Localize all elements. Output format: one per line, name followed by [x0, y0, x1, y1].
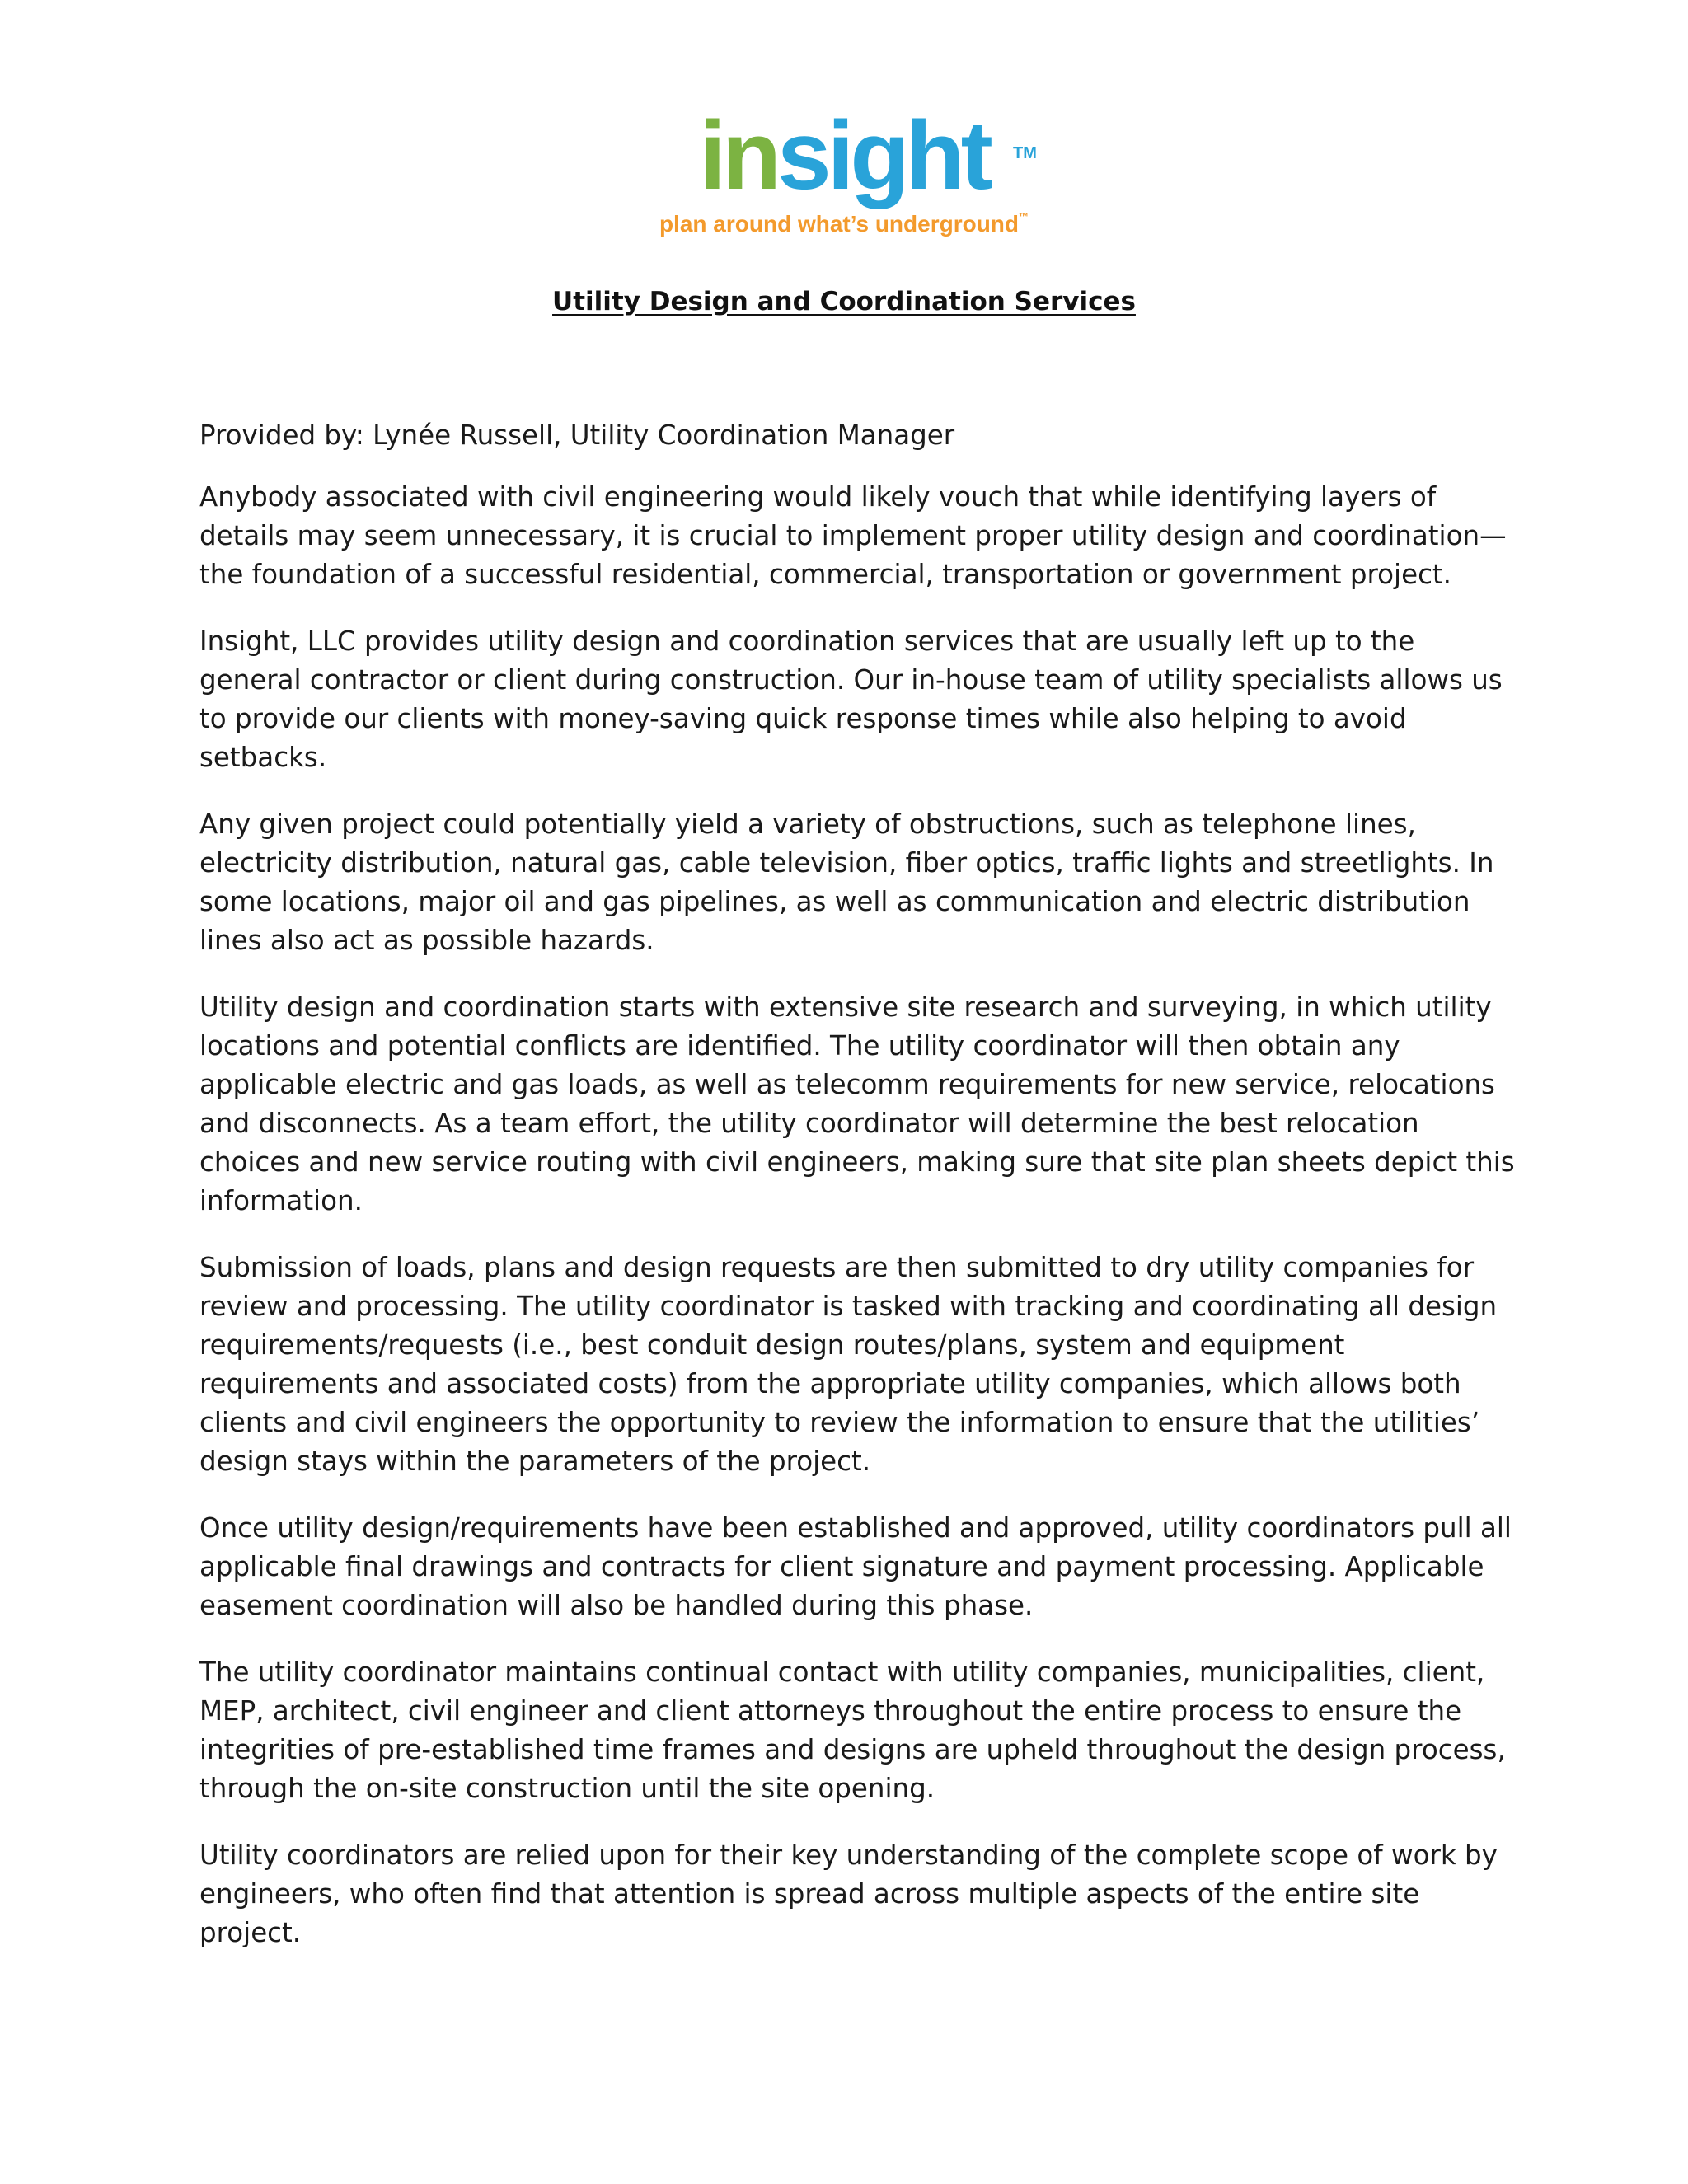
- logo-trademark: TM: [1012, 144, 1037, 162]
- paragraph-7: The utility coordinator maintains continual contact with utility companies, municipalities, client, MEP, architect, civil engineer and client attorneys throughout the entire process to ensure the integrities of pre-established time frames and designs are upheld throughout the design process, through the on-site construction until the site opening.: [199, 1657, 1506, 1804]
- logo-word-in: in: [699, 101, 777, 210]
- paragraph-3: Any given project could potentially yield a variety of obstructions, such as telephone lines, electricity distribution, natural gas, cable television, fiber optics, traffic lights and streetlights. In some locations, major oil and gas pipelines, as well as communication and electric distribution lines also act as possible hazards.: [199, 808, 1494, 956]
- paragraph-2: Insight, LLC provides utility design and coordination services that are usually left up to the general contractor or client during construction. Our in-house team of utility specialists allows us to provide our clients with money-saving quick response times while also helping to avoid setbacks.: [199, 626, 1503, 773]
- logo-wordmark: [699, 101, 1037, 210]
- paragraph-6: Once utility design/requirements have been established and approved, utility coordinators pull all applicable final drawings and contracts for client signature and payment processing. Applicable easement coordination will also be handled during this phase.: [199, 1512, 1512, 1621]
- paragraph-5: Submission of loads, plans and design requests are then submitted to dry utility companies for review and processing. The utility coordinator is tasked with tracking and coordinating all design requirements/requests (i.e., best conduit design routes/plans, system and equipment requirements and associated costs) from the appropriate utility companies, which allows both clients and civil engineers the opportunity to review the information to ensure that the utilities’ design stays within the parameters of the project.: [199, 1252, 1498, 1477]
- document-title: Utility Design and Coordination Services: [552, 287, 1136, 316]
- logo-tagline: [0, 211, 1688, 237]
- paragraph-4: Utility design and coordination starts with extensive site research and surveying, in which utility locations and potential conflicts are identified. The utility coordinator will then obtain any applicable electric and gas loads, as well as telecomm requirements for new service, relocations and disconnects. As a team effort, the utility coordinator will determine the best relocation choices and new service routing with civil engineers, making sure that site plan sheets depict this information.: [199, 991, 1515, 1216]
- logo-tagline-text: plan around what’s underground: [659, 211, 1020, 237]
- document-body: [199, 416, 1518, 1980]
- byline: Provided by: Lynée Russell, Utility Coordination Manager: [199, 419, 955, 451]
- logo-tagline-tm: ™: [1019, 211, 1029, 223]
- insight-logo: [0, 101, 1688, 237]
- paragraph-1: Anybody associated with civil engineering would likely vouch that while identifying layers of details may seem unnecessary, it is crucial to implement proper utility design and coordination—the foundation of a successful residential, commercial, transportation or government project.: [199, 481, 1507, 590]
- paragraph-8: Utility coordinators are relied upon for their key understanding of the complete scope of work by engineers, who often find that attention is spread across multiple aspects of the entire site project.: [199, 1840, 1498, 1948]
- logo-word-sight: sight: [777, 101, 989, 210]
